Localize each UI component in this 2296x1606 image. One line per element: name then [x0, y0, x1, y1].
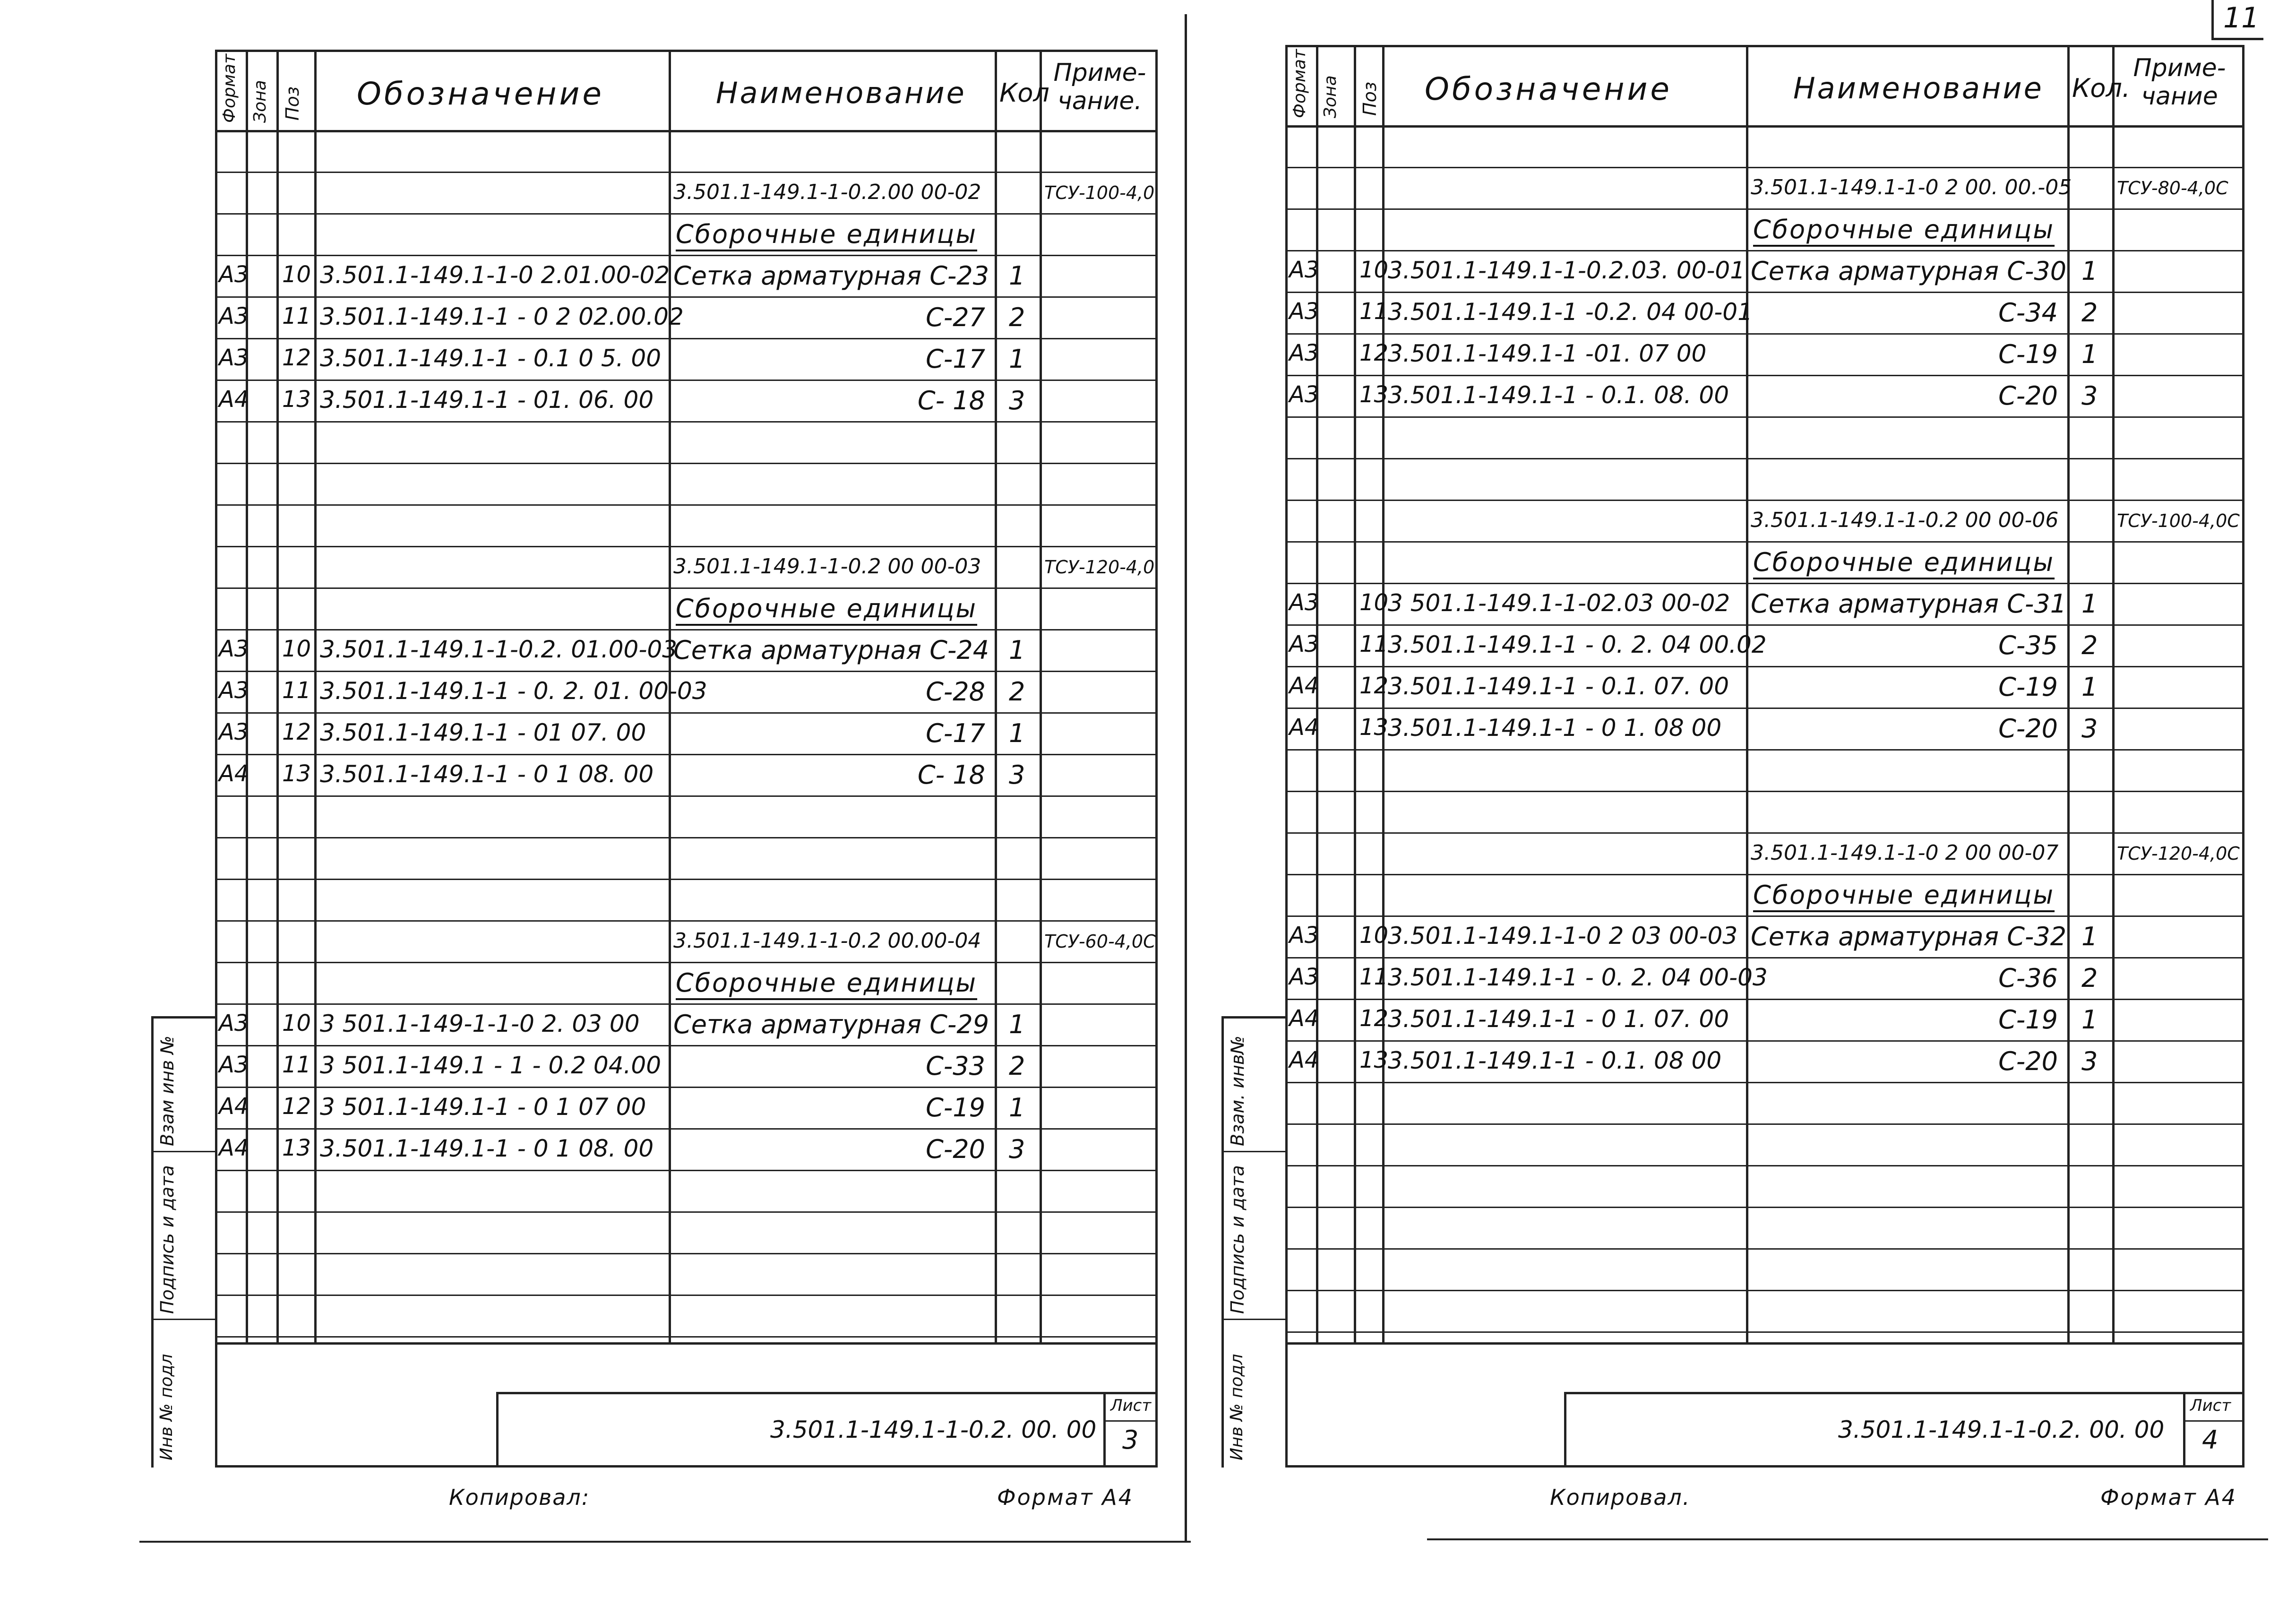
- row-line: [215, 837, 1155, 838]
- row-format: А4: [219, 1093, 249, 1120]
- row-qty: 1: [1009, 261, 1025, 291]
- row-pos: 12: [282, 345, 311, 371]
- row-pos: 11: [1359, 964, 1389, 990]
- row-line: [215, 504, 1155, 506]
- row-pos: 13: [282, 386, 311, 413]
- row-qty: 1: [2081, 922, 2098, 951]
- row-line: [215, 213, 1155, 215]
- row-name: С-20: [1998, 714, 2058, 743]
- row-name: С-20: [1998, 381, 2058, 411]
- row-line: [1285, 749, 2242, 751]
- row-qty: 2: [1009, 1051, 1025, 1081]
- column-divider: [1746, 45, 1748, 1342]
- row-designation: 3.501.1-149.1-1-0.2.03. 00-01: [1388, 257, 1746, 284]
- row-name: Сетка арматурная С-29: [673, 1010, 989, 1039]
- row-name: С-33: [926, 1051, 985, 1081]
- table-top-border: [1285, 45, 2242, 47]
- column-divider: [314, 50, 317, 1342]
- row-line: [1285, 1040, 2242, 1042]
- column-divider: [995, 50, 997, 1342]
- row-line: [215, 920, 1155, 922]
- row-qty: 3: [2081, 381, 2098, 411]
- frame-bottom-border: [215, 1465, 1155, 1468]
- header-designation: Обозначение: [1425, 71, 1672, 107]
- row-designation: 3.501.1-149.1-1 - 0.1. 08 00: [1388, 1047, 1722, 1074]
- header-pos: Поз: [1359, 81, 1380, 116]
- group-subtitle: Сборочные единицы: [1753, 547, 2055, 577]
- row-pos: 13: [1359, 714, 1389, 741]
- row-format: А4: [1289, 1005, 1319, 1032]
- stamp-sheet-label-line: [2183, 1420, 2242, 1422]
- row-pos: 10: [282, 1010, 311, 1036]
- group-note: ТСУ-100-4,0С: [2117, 510, 2240, 531]
- side-stamp-left-edge: [151, 1016, 154, 1468]
- row-name: С-34: [1998, 298, 2058, 328]
- row-format: А3: [219, 1052, 249, 1078]
- row-line: [1285, 292, 2242, 293]
- row-designation: 3.501.1-149.1-1 - 0 1. 07. 00: [1388, 1005, 1729, 1033]
- row-line: [1285, 666, 2242, 667]
- header-format: Формат: [220, 53, 239, 123]
- row-name: С-20: [926, 1134, 985, 1164]
- row-qty: 3: [1009, 386, 1025, 415]
- table-top-border: [215, 50, 1155, 52]
- column-divider: [276, 50, 279, 1342]
- row-designation: 3.501.1-149.1-1 - 0.1. 08. 00: [1388, 381, 1729, 409]
- column-divider: [1354, 45, 1356, 1342]
- row-line: [1285, 791, 2242, 792]
- side-stamp-left-edge: [1221, 1016, 1224, 1468]
- side-podpis-data: Подпись и дата: [157, 1165, 178, 1314]
- row-line: [215, 1170, 1155, 1171]
- stamp-sheet-divider: [2183, 1392, 2185, 1465]
- header-note: Приме- чание: [2133, 54, 2226, 111]
- footer-format: Формат А4: [2100, 1485, 2237, 1510]
- page-number-frame-bottom: [2211, 38, 2263, 40]
- side-stamp-divider: [151, 1151, 215, 1152]
- row-format: А3: [219, 1010, 249, 1036]
- column-divider: [1040, 50, 1042, 1342]
- row-designation: 3.501.1-149.1-1 - 0.1. 07. 00: [1388, 673, 1729, 700]
- row-qty: 2: [2081, 963, 2098, 993]
- row-designation: 3.501.1-149.1-1 -0.2. 04 00-01: [1388, 298, 1753, 326]
- row-line: [1285, 624, 2242, 626]
- stamp-top: [1564, 1392, 2242, 1394]
- row-pos: 13: [1359, 1047, 1389, 1073]
- row-name: С-28: [926, 677, 985, 707]
- row-format: А3: [219, 345, 249, 371]
- side-stamp-divider: [1221, 1151, 1285, 1152]
- row-line: [1285, 1331, 2242, 1333]
- row-name: С-17: [926, 344, 985, 374]
- row-designation: 3.501.1-149.1-1 - 0. 2. 04 00.02: [1388, 631, 1767, 658]
- row-designation: 3.501.1-149.1-1 - 0.1 0 5. 00: [320, 345, 662, 372]
- row-format: А3: [219, 303, 249, 329]
- row-line: [215, 255, 1155, 256]
- row-line: [215, 172, 1155, 173]
- group-subtitle: Сборочные единицы: [676, 968, 978, 998]
- row-format: А3: [1289, 381, 1319, 408]
- frame-left-border: [215, 50, 217, 1468]
- group-note: ТСУ-100-4,0: [1044, 182, 1155, 203]
- row-format: А3: [1289, 631, 1319, 657]
- side-stamp-divider: [151, 1319, 215, 1320]
- row-line: [1285, 167, 2242, 168]
- row-format: А4: [219, 1135, 249, 1161]
- row-format: А3: [1289, 257, 1319, 283]
- row-designation: 3.501.1-149.1-1-0 2 03 00-03: [1388, 922, 1738, 950]
- row-line: [215, 1003, 1155, 1005]
- row-pos: 12: [1359, 1005, 1389, 1032]
- header-name: Наименование: [1793, 71, 2044, 105]
- row-line: [215, 1211, 1155, 1213]
- row-format: А3: [1289, 964, 1319, 990]
- row-qty: 3: [2081, 714, 2098, 743]
- stamp-left: [496, 1392, 499, 1465]
- row-designation: 3.501.1-149.1-1 - 0 1 08. 00: [320, 760, 654, 788]
- row-line: [1285, 1248, 2242, 1250]
- row-name: С-36: [1998, 963, 2058, 993]
- row-pos: 11: [1359, 298, 1389, 325]
- row-name: С-19: [1998, 672, 2058, 702]
- stamp-document: 3.501.1-149.1-1-0.2. 00. 00: [770, 1416, 1097, 1443]
- row-line: [215, 1087, 1155, 1088]
- row-designation: 3 501.1-149.1-1 - 0 1 07 00: [320, 1093, 646, 1121]
- stamp-sheet-label: Лист: [1110, 1396, 1152, 1415]
- row-line: [1285, 583, 2242, 584]
- row-pos: 12: [282, 719, 311, 745]
- row-pos: 11: [282, 1052, 311, 1078]
- row-pos: 10: [282, 261, 311, 288]
- frame-left-border: [1285, 45, 1288, 1468]
- side-inv-podl: Инв № подл: [157, 1354, 176, 1460]
- header-pos: Поз: [282, 86, 303, 121]
- row-designation: 3.501.1-149.1-1-0.2. 01.00-03: [320, 636, 678, 663]
- row-line: [215, 795, 1155, 797]
- row-qty: 3: [1009, 760, 1025, 790]
- side-podpis-data: Подпись и дата: [1227, 1165, 1248, 1314]
- row-name: С-19: [1998, 339, 2058, 369]
- row-qty: 2: [2081, 298, 2098, 328]
- stamp-sheet-number: 4: [2202, 1425, 2219, 1455]
- group-subtitle: Сборочные единицы: [1753, 880, 2055, 910]
- row-qty: 1: [1009, 1093, 1025, 1122]
- row-qty: 1: [1009, 1010, 1025, 1039]
- row-name: С-19: [926, 1093, 985, 1122]
- stamp-sheet-label: Лист: [2190, 1396, 2231, 1415]
- row-format: А3: [1289, 298, 1319, 325]
- row-line: [215, 879, 1155, 880]
- row-pos: 13: [282, 760, 311, 787]
- row-designation: 3.501.1-149.1-1-0 2.01.00-02: [320, 261, 670, 289]
- row-qty: 1: [1009, 344, 1025, 374]
- header-designation: Обозначение: [357, 76, 604, 112]
- row-line: [1285, 541, 2242, 543]
- group-subtitle: Сборочные единицы: [1753, 215, 2055, 244]
- header-zone: Зона: [1321, 75, 1340, 118]
- group-subtitle: Сборочные единицы: [676, 219, 978, 249]
- row-qty: 1: [1009, 635, 1025, 665]
- group-document: 3.501.1-149.1-1-0.2 00 00-06: [1751, 508, 2059, 532]
- side-vzam-inv: Взам. инв№: [1227, 1036, 1248, 1146]
- stamp-sheet-divider: [1103, 1392, 1106, 1465]
- row-line: [215, 380, 1155, 381]
- row-line: [1285, 999, 2242, 1000]
- row-line: [1285, 500, 2242, 501]
- row-designation: 3.501.1-149.1-1 - 0 2 02.00.02: [320, 303, 684, 330]
- row-line: [1285, 250, 2242, 251]
- row-line: [1285, 915, 2242, 917]
- row-pos: 11: [282, 303, 311, 329]
- row-line: [215, 1128, 1155, 1130]
- row-designation: 3.501.1-149.1-1 - 0 1. 08 00: [1388, 714, 1722, 742]
- row-format: А4: [1289, 714, 1319, 741]
- row-format: А3: [1289, 589, 1319, 616]
- row-line: [215, 671, 1155, 672]
- row-qty: 1: [2081, 672, 2098, 702]
- side-stamp-divider: [1221, 1319, 1285, 1320]
- header-name: Наименование: [716, 76, 966, 110]
- row-name: С- 18: [917, 760, 985, 790]
- footer-format: Формат А4: [997, 1485, 1134, 1510]
- row-format: А4: [219, 760, 249, 787]
- header-note: Приме- чание.: [1053, 59, 1146, 115]
- footer-line: [139, 1541, 1191, 1543]
- group-document: 3.501.1-149.1-1-0.2 00.00-04: [673, 929, 981, 953]
- footer-copied: Копировал:: [449, 1485, 590, 1510]
- row-line: [215, 1045, 1155, 1046]
- header-zone: Зона: [250, 80, 270, 123]
- row-line: [1285, 333, 2242, 335]
- row-qty: 3: [2081, 1046, 2098, 1076]
- row-format: А3: [219, 719, 249, 745]
- row-line: [1285, 375, 2242, 376]
- row-name: С-35: [1998, 630, 2058, 660]
- group-document: 3.501.1-149.1-1-0.2.00 00-02: [673, 180, 981, 204]
- row-name: Сетка арматурная С-31: [1751, 589, 2067, 619]
- row-line: [215, 1253, 1155, 1254]
- row-name: С-17: [926, 718, 985, 748]
- row-line: [1285, 1290, 2242, 1291]
- row-designation: 3.501.1-149.1-1 - 01. 06. 00: [320, 386, 654, 414]
- row-pos: 13: [282, 1135, 311, 1161]
- stamp-top: [496, 1392, 1155, 1394]
- row-line: [1285, 458, 2242, 459]
- stamp-document: 3.501.1-149.1-1-0.2. 00. 00: [1838, 1416, 2165, 1443]
- row-qty: 2: [1009, 302, 1025, 332]
- row-pos: 12: [1359, 340, 1389, 366]
- row-qty: 2: [2081, 630, 2098, 660]
- row-designation: 3.501.1-149.1-1 - 0 1 08. 00: [320, 1135, 654, 1162]
- row-format: А4: [219, 386, 249, 413]
- header-bottom-border: [215, 130, 1155, 132]
- row-designation: 3.501.1-149.1-1 -01. 07 00: [1388, 340, 1707, 367]
- row-line: [215, 338, 1155, 339]
- row-line: [215, 712, 1155, 714]
- row-format: А3: [1289, 340, 1319, 366]
- side-stamp-top: [151, 1016, 215, 1019]
- row-format: А3: [219, 677, 249, 704]
- header-qty: Кол: [999, 78, 1049, 108]
- row-qty: 1: [2081, 589, 2098, 619]
- row-name: Сетка арматурная С-30: [1751, 256, 2067, 286]
- row-line: [1285, 1082, 2242, 1083]
- row-name: С- 18: [917, 386, 985, 415]
- row-designation: 3 501.1-149.1 - 1 - 0.2 04.00: [320, 1052, 662, 1079]
- group-document: 3.501.1-149.1-1-0 2 00 00-07: [1751, 841, 2059, 865]
- row-name: С-19: [1998, 1005, 2058, 1035]
- row-name: Сетка арматурная С-23: [673, 261, 989, 291]
- row-qty: 1: [1009, 718, 1025, 748]
- side-vzam-inv: Взам инв №: [157, 1036, 178, 1146]
- header-bottom-border: [1285, 125, 2242, 128]
- page-number: 11: [2223, 1, 2260, 35]
- footer-copied: Копировал.: [1550, 1485, 1691, 1510]
- group-note: ТСУ-80-4,0С: [2117, 178, 2228, 199]
- row-pos: 10: [282, 636, 311, 662]
- row-line: [1285, 1123, 2242, 1125]
- row-qty: 3: [1009, 1134, 1025, 1164]
- table-bottom-border: [1285, 1342, 2242, 1345]
- row-designation: 3.501.1-149.1-1 - 01 07. 00: [320, 719, 646, 746]
- header-format: Формат: [1290, 49, 1309, 118]
- row-pos: 12: [282, 1093, 311, 1120]
- row-line: [215, 587, 1155, 589]
- row-line: [1285, 1165, 2242, 1166]
- row-line: [215, 1336, 1155, 1338]
- row-line: [215, 962, 1155, 963]
- row-line: [1285, 832, 2242, 834]
- row-name: Сетка арматурная С-24: [673, 635, 989, 665]
- stamp-left: [1564, 1392, 1566, 1465]
- sheet-divider: [1185, 14, 1187, 1541]
- frame-right-border: [2242, 45, 2244, 1468]
- row-line: [1285, 1207, 2242, 1208]
- group-document: 3.501.1-149.1-1-0.2 00 00-03: [673, 554, 981, 579]
- row-designation: 3 501.1-149-1-1-0 2. 03 00: [320, 1010, 640, 1037]
- footer-line: [1427, 1538, 2268, 1540]
- row-pos: 13: [1359, 381, 1389, 408]
- column-divider: [2067, 45, 2070, 1342]
- row-line: [1285, 416, 2242, 418]
- row-line: [1285, 208, 2242, 210]
- row-line: [215, 1295, 1155, 1296]
- row-line: [215, 754, 1155, 755]
- group-document: 3.501.1-149.1-1-0 2 00. 00.-05: [1751, 175, 2072, 199]
- row-name: С-27: [926, 302, 985, 332]
- row-line: [1285, 874, 2242, 875]
- group-note: ТСУ-60-4,0С: [1044, 931, 1156, 952]
- row-line: [1285, 957, 2242, 958]
- side-stamp-top: [1221, 1016, 1285, 1019]
- row-designation: 3.501.1-149.1-1 - 0. 2. 01. 00-03: [320, 677, 707, 705]
- row-line: [215, 463, 1155, 464]
- group-note: ТСУ-120-4,0С: [2117, 843, 2240, 864]
- row-name: Сетка арматурная С-32: [1751, 922, 2067, 951]
- row-format: А4: [1289, 673, 1319, 699]
- row-line: [1285, 708, 2242, 709]
- table-bottom-border: [215, 1342, 1155, 1345]
- row-pos: 10: [1359, 922, 1389, 949]
- row-qty: 2: [1009, 677, 1025, 707]
- stamp-sheet-number: 3: [1122, 1425, 1139, 1455]
- column-divider: [2112, 45, 2115, 1342]
- row-qty: 1: [2081, 1005, 2098, 1035]
- row-line: [215, 629, 1155, 630]
- row-format: А3: [219, 636, 249, 662]
- row-format: А3: [1289, 922, 1319, 949]
- row-qty: 1: [2081, 256, 2098, 286]
- row-line: [215, 546, 1155, 547]
- frame-bottom-border: [1285, 1465, 2242, 1468]
- row-pos: 11: [282, 677, 311, 704]
- row-format: А4: [1289, 1047, 1319, 1073]
- row-pos: 10: [1359, 257, 1389, 283]
- stamp-sheet-label-line: [1103, 1420, 1155, 1422]
- row-designation: 3 501.1-149.1-1-02.03 00-02: [1388, 589, 1730, 617]
- row-qty: 1: [2081, 339, 2098, 369]
- frame-right-border: [1155, 50, 1158, 1468]
- row-pos: 12: [1359, 673, 1389, 699]
- group-note: ТСУ-120-4,0: [1044, 557, 1155, 578]
- row-line: [215, 296, 1155, 298]
- row-line: [215, 421, 1155, 423]
- row-designation: 3.501.1-149.1-1 - 0. 2. 04 00-03: [1388, 964, 1768, 991]
- row-name: С-20: [1998, 1046, 2058, 1076]
- side-inv-podl: Инв № подл: [1227, 1354, 1247, 1460]
- row-pos: 10: [1359, 589, 1389, 616]
- group-subtitle: Сборочные единицы: [676, 594, 978, 623]
- page-number-frame-left: [2211, 0, 2214, 40]
- row-pos: 11: [1359, 631, 1389, 657]
- row-format: А3: [219, 261, 249, 288]
- header-qty: Кол.: [2072, 73, 2131, 103]
